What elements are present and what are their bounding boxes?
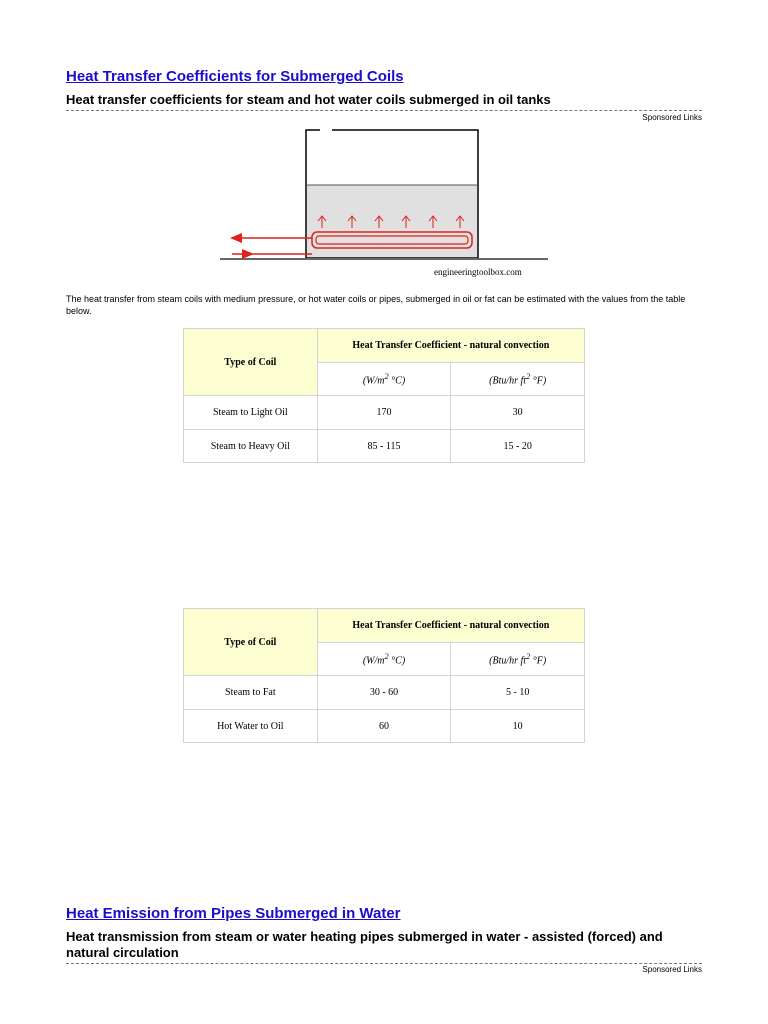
cell-si: 60	[317, 710, 451, 743]
oil-fill	[307, 185, 477, 257]
cell-type: Steam to Heavy Oil	[184, 430, 318, 463]
cell-imperial: 15 - 20	[451, 430, 585, 463]
section-title-link[interactable]: Heat Emission from Pipes Submerged in Water	[66, 905, 401, 922]
col-header-group: Heat Transfer Coefficient - natural convection	[317, 609, 584, 643]
cell-imperial: 30	[451, 396, 585, 430]
unit-si: ($W/m^2$ °C)	[317, 643, 451, 676]
unit-si: ($W/m^2$ °C)	[317, 363, 451, 396]
col-header-group: Heat Transfer Coefficient - natural convection	[317, 329, 584, 363]
table-row	[184, 430, 585, 463]
intro-paragraph: The heat transfer from steam coils with medium pressure, or hot water coils or pipes, submerged in oil or fat can be estimated with the values from the table below.	[66, 294, 686, 316]
cell-imperial: 5 - 10	[451, 676, 585, 710]
cell-type: Steam to Fat	[184, 676, 318, 710]
inlet-arrow-icon	[242, 249, 254, 259]
table-row	[184, 396, 585, 430]
table-row	[184, 676, 585, 710]
section-subtitle: Heat transfer coefficients for steam and hot water coils submerged in oil tanks	[66, 92, 702, 111]
cell-si: 170	[317, 396, 451, 430]
unit-imperial: (Btu/hr $ft^2$ °F)	[451, 363, 585, 396]
cell-si: 30 - 60	[317, 676, 451, 710]
submerged-coil-diagram	[218, 124, 550, 284]
unit-imperial: (Btu/hr $ft^2$ °F)	[451, 643, 585, 676]
sponsored-links-label: Sponsored Links	[642, 965, 702, 974]
sponsored-links-label: Sponsored Links	[642, 113, 702, 122]
cell-imperial: 10	[451, 710, 585, 743]
cell-type: Hot Water to Oil	[184, 710, 318, 743]
col-header-type: Type of Coil	[184, 329, 318, 396]
cell-si: 85 - 115	[317, 430, 451, 463]
coefficient-table-oil	[183, 328, 585, 463]
diagram-credit: engineeringtoolbox.com	[434, 267, 522, 277]
outlet-arrow-icon	[230, 233, 242, 243]
coefficient-table-fat	[183, 608, 585, 743]
cell-type: Steam to Light Oil	[184, 396, 318, 430]
table-row	[184, 710, 585, 743]
page-title-link[interactable]: Heat Transfer Coefficients for Submerged Coils	[66, 68, 404, 85]
col-header-type: Type of Coil	[184, 609, 318, 676]
section-subtitle: Heat transmission from steam or water heating pipes submerged in water - assisted (forced) and natural circulation	[66, 929, 702, 964]
